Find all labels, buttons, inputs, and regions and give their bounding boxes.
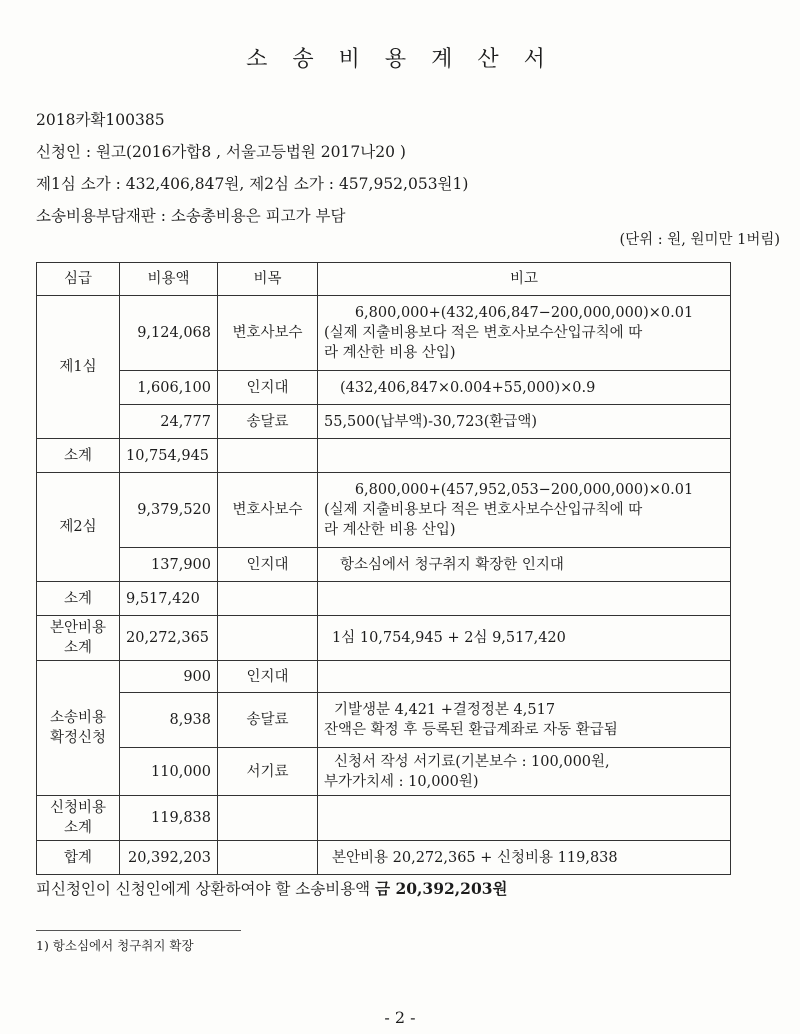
note-cell: (432,406,847×0.004+55,000)×0.9: [318, 371, 731, 405]
table-row: [37, 661, 731, 693]
second-instance-label: 제2심: [37, 473, 120, 582]
header-amount: 비용액: [120, 263, 218, 296]
note-line: 신청서 작성 서기료(기본보수 : 100,000원,: [334, 753, 610, 770]
note-line: 6,800,000+(457,952,053−200,000,000)×0.01: [354, 482, 694, 498]
label-line: 소송비용: [49, 710, 107, 726]
table-header-row: [37, 263, 731, 296]
label-line: 소계: [63, 640, 92, 656]
case-number: 2018카확100385: [36, 111, 165, 129]
empty-cell: [218, 439, 318, 473]
note-cell: [318, 661, 731, 693]
table-row: [37, 548, 731, 582]
grand-total-note: 본안비용 20,272,365 + 신청비용 119,838: [318, 841, 731, 875]
main-total-note: 1심 10,754,945 + 2심 9,517,420: [318, 616, 731, 661]
table-row: [37, 616, 731, 661]
header-note: 비고: [318, 263, 731, 296]
cost-table: [36, 262, 731, 875]
cost-judgment-line: 소송비용부담재판 : 소송총비용은 피고가 부담: [36, 207, 346, 225]
table-row: [37, 796, 731, 841]
note-line: 기발생분 4,421 +결정정본 4,517: [334, 702, 556, 718]
table-row: [37, 296, 731, 371]
item-cell: 인지대: [218, 661, 318, 693]
amount-cell: 8,938: [120, 693, 218, 748]
empty-cell: [318, 439, 731, 473]
note-line: 6,800,000+(432,406,847−200,000,000)×0.01: [354, 305, 694, 321]
amount-cell: 137,900: [120, 548, 218, 582]
empty-cell: [218, 841, 318, 875]
note-line: 라 계산한 비용 산입): [324, 522, 456, 538]
empty-cell: [318, 796, 731, 841]
application-label: [37, 661, 120, 796]
main-total-amount: 20,272,365: [120, 616, 218, 661]
amount-cell: 1,606,100: [120, 371, 218, 405]
grand-total-label: 합계: [37, 841, 120, 875]
item-cell: 송달료: [218, 693, 318, 748]
amount-cell: 9,124,068: [120, 296, 218, 371]
applicant-line: 신청인 : 원고(2016가합8 , 서울고등법원 2017나20 ): [36, 143, 406, 161]
note-line: 부가가치세 : 10,000원): [324, 773, 479, 790]
label-line: 소계: [63, 820, 92, 836]
note-line: (실제 지출비용보다 적은 변호사보수산입규칙에 따: [324, 502, 643, 518]
amount-cell: 110,000: [120, 748, 218, 796]
footnote-divider: [36, 930, 241, 931]
item-cell: 서기료: [218, 748, 318, 796]
empty-cell: [218, 616, 318, 661]
note-cell: [318, 296, 731, 371]
table-row: [37, 841, 731, 875]
item-cell: 변호사보수: [218, 296, 318, 371]
note-cell: [318, 748, 731, 796]
empty-cell: [218, 796, 318, 841]
item-cell: 변호사보수: [218, 473, 318, 548]
note-line: 잔액은 확정 후 등록된 환급계좌로 자동 환급됨: [324, 722, 618, 738]
app-total-amount: 119,838: [120, 796, 218, 841]
table-row: [37, 748, 731, 796]
summary-statement: [36, 877, 508, 899]
subtotal-amount: 9,517,420: [120, 582, 218, 616]
note-line: (실제 지출비용보다 적은 변호사보수산입규칙에 따: [324, 325, 643, 341]
header-instance: 심급: [37, 263, 120, 296]
table-row: [37, 582, 731, 616]
empty-cell: [218, 582, 318, 616]
summary-amount: 금 20,392,203원: [375, 879, 508, 898]
subtotal-label: 소계: [37, 439, 120, 473]
table-row: [37, 473, 731, 548]
grand-total-amount: 20,392,203: [120, 841, 218, 875]
table-row: [37, 439, 731, 473]
first-instance-label: 제1심: [37, 296, 120, 439]
note-line: 라 계산한 비용 산입): [324, 345, 456, 361]
app-total-label: [37, 796, 120, 841]
claim-value-line: 제1심 소가 : 432,406,847원, 제2심 소가 : 457,952,053원1): [36, 175, 469, 193]
table-row: [37, 371, 731, 405]
label-line: 본안비용: [49, 620, 107, 636]
main-total-label: [37, 616, 120, 661]
subtotal-label: 소계: [37, 582, 120, 616]
item-cell: 인지대: [218, 371, 318, 405]
unit-note: (단위 : 원, 원미만 1버림): [619, 232, 780, 248]
header-item: 비목: [218, 263, 318, 296]
amount-cell: 900: [120, 661, 218, 693]
label-line: 신청비용: [49, 800, 107, 816]
item-cell: 송달료: [218, 405, 318, 439]
amount-cell: 9,379,520: [120, 473, 218, 548]
footnote: 1) 항소심에서 청구취지 확장: [36, 938, 194, 953]
document-title: 소 송 비 용 계 산 서: [246, 47, 554, 72]
page-number: - 2 -: [384, 1008, 416, 1027]
subtotal-amount: 10,754,945: [120, 439, 218, 473]
note-cell: 55,500(납부액)-30,723(환급액): [318, 405, 731, 439]
label-line: 확정신청: [49, 730, 107, 746]
note-cell: [318, 693, 731, 748]
summary-text: 피신청인이 신청인에게 상환하여야 할 소송비용액: [36, 880, 376, 898]
note-cell: 항소심에서 청구취지 확장한 인지대: [318, 548, 731, 582]
note-cell: [318, 473, 731, 548]
table-row: [37, 693, 731, 748]
table-row: [37, 405, 731, 439]
item-cell: 인지대: [218, 548, 318, 582]
empty-cell: [318, 582, 731, 616]
amount-cell: 24,777: [120, 405, 218, 439]
